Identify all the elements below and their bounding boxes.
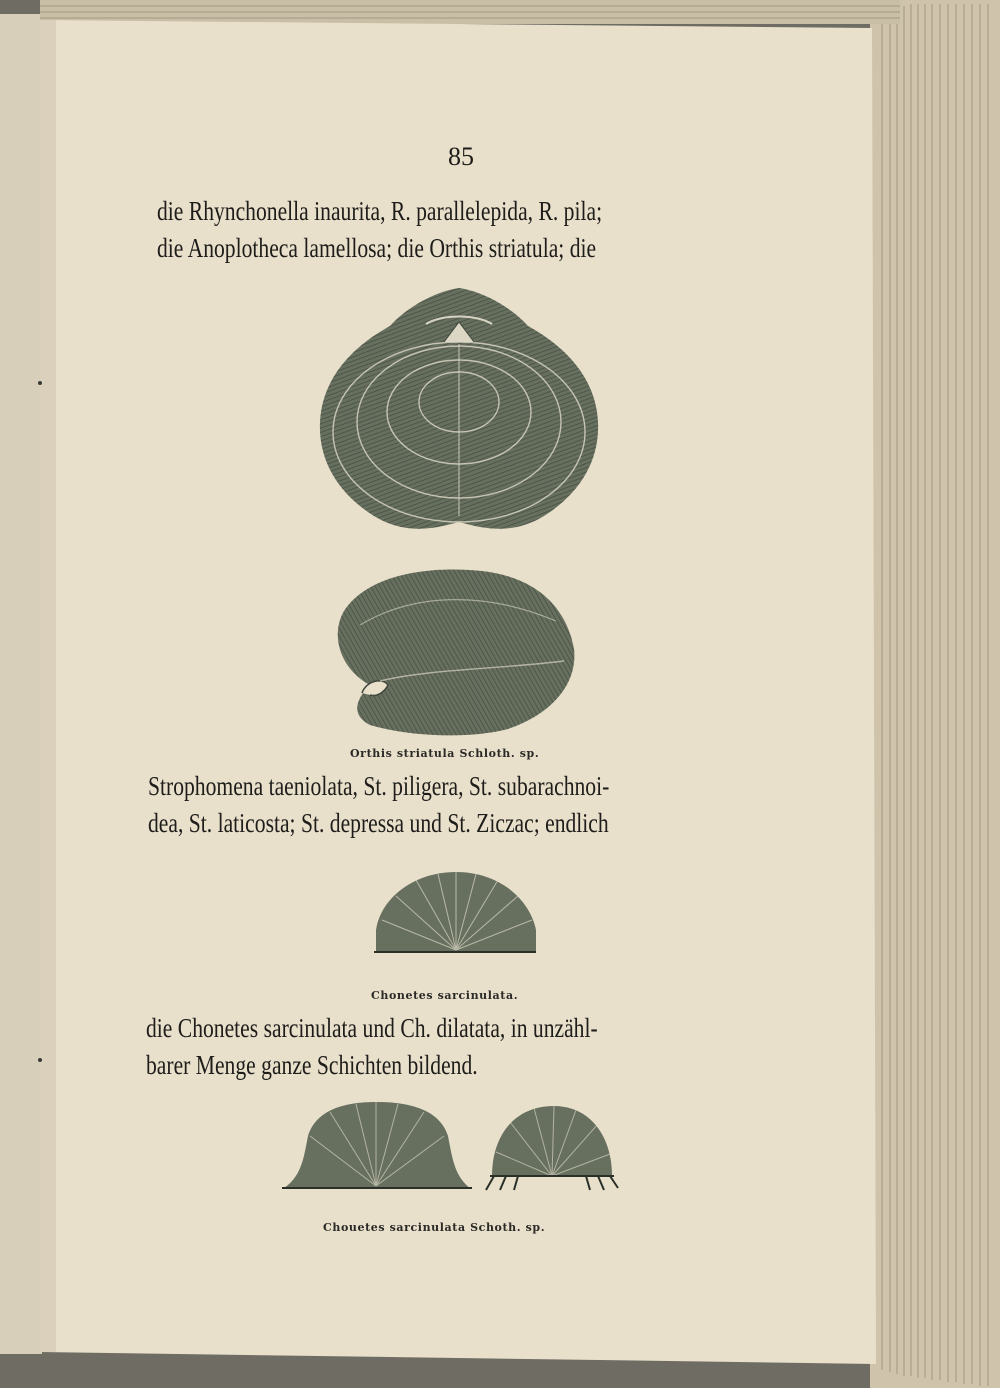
text-line: barer Menge ganze Schichten bildend. <box>146 1050 478 1080</box>
text-line: die Chonetes sarcinulata und Ch. dilatata, in unzähl- <box>146 1013 598 1043</box>
orthis-striatula-lateral-figure <box>330 565 576 737</box>
chonetes-sarcinulata-figure <box>372 870 538 956</box>
text-line: die Rhynchonella inaurita, R. parallelepida, R. pila; <box>157 196 603 226</box>
orthis-striatula-dorsal-figure <box>318 284 600 534</box>
figure-caption-chonetes-pair: Chouetes sarcinulata Schoth. sp. <box>323 1221 546 1234</box>
left-page-edge <box>0 14 42 1354</box>
figure-caption-chonetes: Chonetes sarcinulata. <box>371 989 519 1002</box>
chonetes-sarcinulata-pair-figure <box>280 1096 620 1192</box>
page-number: 85 <box>448 142 474 171</box>
text-line: Strophomena taeniolata, St. piligera, St. subarachnoi- <box>148 771 610 801</box>
text-line: die Anoplotheca lamellosa; die Orthis striatula; die <box>157 233 597 263</box>
figure-caption-orthis: Orthis striatula Schloth. sp. <box>350 747 540 760</box>
text-line: dea, St. laticosta; St. depressa und St. Ziczac; endlich <box>148 808 609 838</box>
